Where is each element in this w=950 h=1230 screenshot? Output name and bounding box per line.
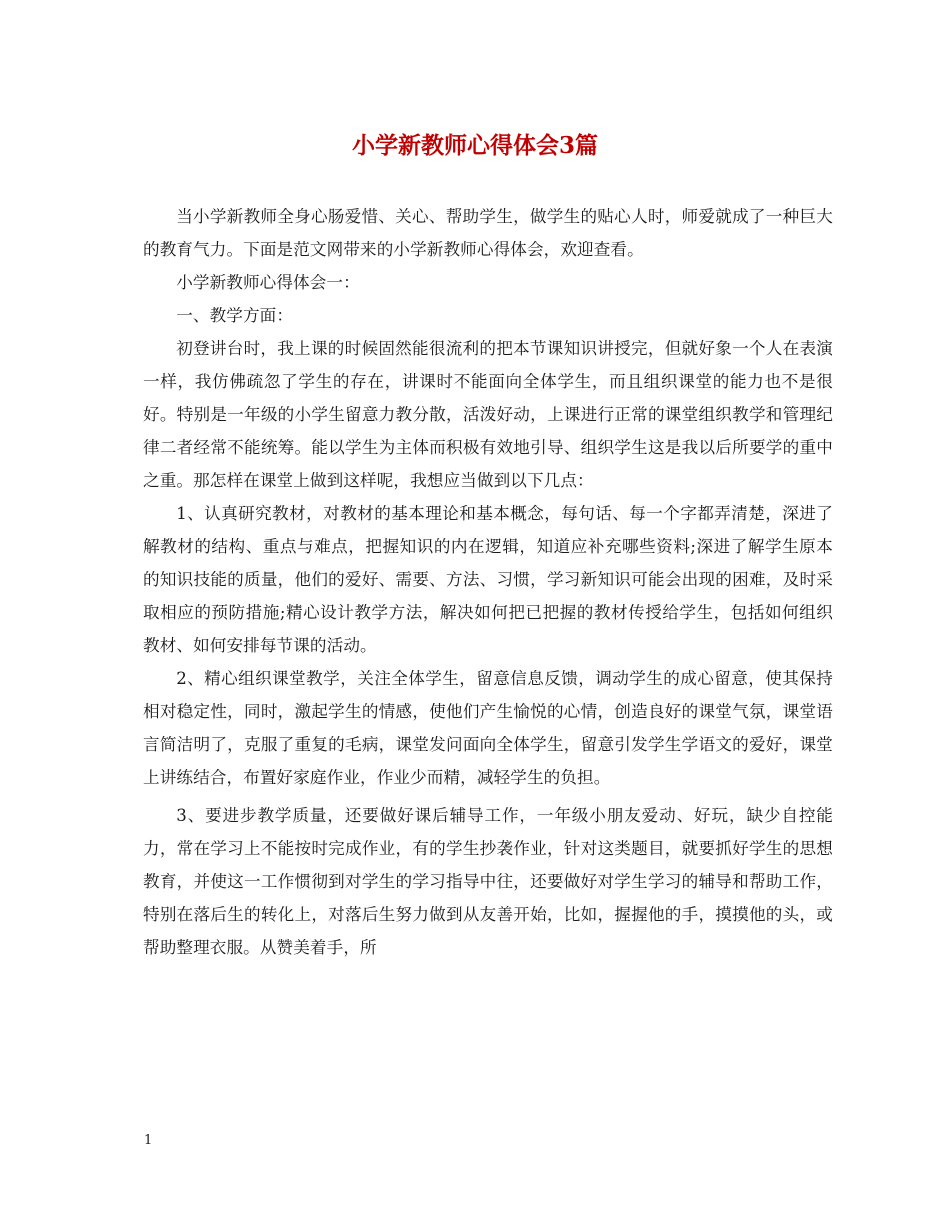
paragraph-point-3: 3、要进步教学质量，还要做好课后辅导工作，一年级小朋友爱动、好玩，缺少自控能力，常在学习上不能按时完成作业，有的学生抄袭作业，针对这类题目，就要抓好学生的思想教育，并使这一工作惯彻到对学生的学习指导中往，还要做好对学生学习的辅导和帮助工作，特别在落后生的转化上，对落后生努力做到从友善开始，比如，握握他的手，摸摸他的头，或帮助整理衣服。从赞美着手，所 <box>143 806 833 957</box>
paragraph-point-2: 2、精心组织课堂教学，关注全体学生，留意信息反馈，调动学生的成心留意，使其保持相对稳定性，同时，激起学生的情感，使他们产生愉悦的心情，创造良好的课堂气氛，课堂语言简洁明了，克服了重复的毛病，课堂发问面向全体学生，留意引发学生学语文的爱好，课堂上讲练结合，布置好家庭作业，作业少而精，减轻学生的负担。 <box>143 669 833 787</box>
paragraph-teaching: 初登讲台时，我上课的时候固然能很流利的把本节课知识讲授完，但就好象一个人在表演一样，我仿佛疏忽了学生的存在，讲课时不能面向全体学生，而且组织课堂的能力也不是很好。特别是一年级的小学生留意力教分散，活泼好动，上课进行正常的课堂组织教学和管理纪律二者经常不能统筹。能以学生为主体而积极有效地引导、组织学生这是我以后所要学的重中之重。那怎样在课堂上做到这样呢，我想应当做到以下几点： <box>143 339 833 490</box>
paragraph-section-heading: 小学新教师心得体会一： <box>176 273 360 292</box>
document-body <box>143 200 833 964</box>
paragraph-point-1: 1、认真研究教材，对教材的基本理论和基本概念，每句话、每一个字都弄清楚，深进了解教材的结构、重点与难点，把握知识的内在逻辑，知道应补充哪些资料;深进了解学生原本的知识技能的质量，他们的爱好、需要、方法、习惯，学习新知识可能会出现的困难，及时采取相应的预防措施;精心设计教学方法，解决如何把已把握的教材传授给学生，包括如何组织教材、如何安排每节课的活动。 <box>143 504 833 655</box>
document-title: 小学新教师心得体会3篇 <box>351 132 598 159</box>
paragraph-intro: 当小学新教师全身心肠爱惜、关心、帮助学生，做学生的贴心人时，师爱就成了一种巨大的教育气力。下面是范文网带来的小学新教师心得体会，欢迎查看。 <box>143 207 833 259</box>
paragraph-subheading: 一、教学方面： <box>176 306 294 325</box>
page-number: 1 <box>144 1133 153 1148</box>
